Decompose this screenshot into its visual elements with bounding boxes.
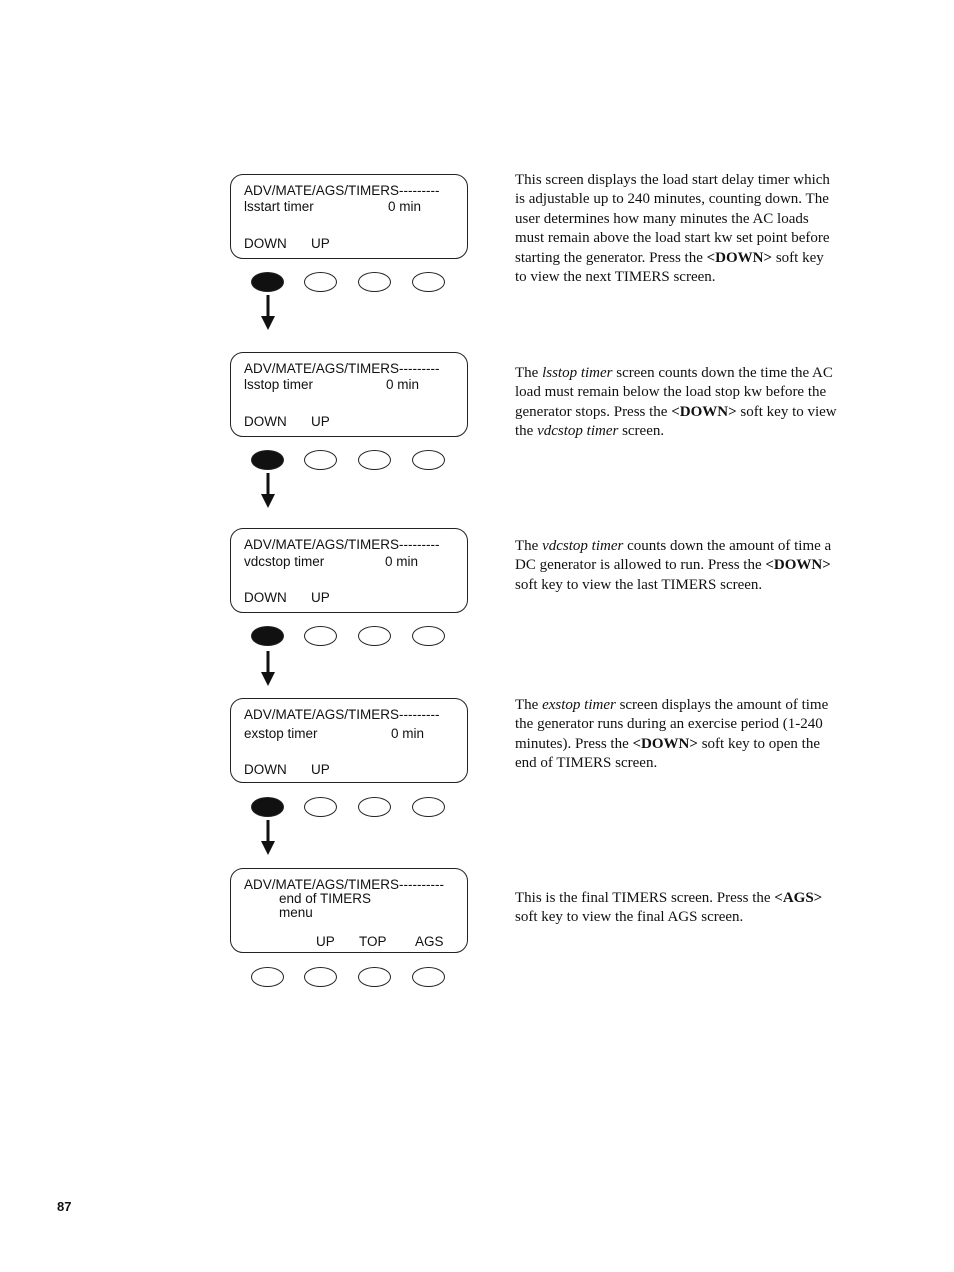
soft-key-3[interactable] bbox=[358, 797, 391, 817]
soft-key-2[interactable] bbox=[304, 450, 337, 470]
soft-keys bbox=[250, 967, 450, 991]
down-arrow-icon bbox=[258, 295, 278, 331]
description-text: screen displays the amount of time the generator runs during an exercise period (1-240 minutes). Press the bbox=[515, 697, 829, 752]
description-vdcstop-timer bbox=[515, 537, 837, 595]
softkey-label-up: UP bbox=[311, 762, 330, 777]
soft-key-2[interactable] bbox=[304, 797, 337, 817]
timer-value: 0 min bbox=[391, 726, 425, 741]
description-text: soft key to view the last TIMERS screen. bbox=[515, 576, 763, 593]
timer-name: exstop timer bbox=[244, 726, 318, 741]
description-text: soft key to view the bbox=[515, 403, 837, 440]
softkey-label-down: DOWN bbox=[244, 762, 287, 777]
lcd-header: ADV/MATE/AGS/TIMERS---------- bbox=[244, 877, 444, 892]
lcd-screen-vdcstop-timer bbox=[230, 528, 468, 613]
soft-key-3[interactable] bbox=[358, 450, 391, 470]
timer-name: lsstop timer bbox=[244, 377, 314, 392]
key-reference: <DOWN> bbox=[632, 735, 698, 752]
down-arrow-icon bbox=[258, 651, 278, 687]
key-reference: <DOWN> bbox=[671, 403, 737, 420]
soft-keys bbox=[250, 797, 450, 821]
down-arrow-icon bbox=[258, 473, 278, 509]
screen-name-reference: vdcstop timer bbox=[542, 538, 624, 554]
description-text: counts down the amount of time a DC generator is allowed to run. Press the bbox=[515, 538, 832, 574]
description-exstop-timer bbox=[515, 696, 837, 774]
description-end-of-timers bbox=[515, 889, 837, 928]
screen-name-reference: lsstop timer bbox=[542, 365, 613, 381]
softkey-label-ags: AGS bbox=[415, 934, 444, 949]
description-lsstop-timer bbox=[515, 364, 837, 442]
timer-value: 0 min bbox=[388, 199, 422, 214]
softkey-label-up: UP bbox=[311, 236, 330, 251]
soft-key-4[interactable] bbox=[412, 967, 445, 987]
soft-key-4[interactable] bbox=[412, 272, 445, 292]
lcd-header: ADV/MATE/AGS/TIMERS--------- bbox=[244, 707, 440, 722]
lcd-header: ADV/MATE/AGS/TIMERS--------- bbox=[244, 183, 440, 198]
soft-key-2[interactable] bbox=[304, 272, 337, 292]
description-text: The bbox=[515, 538, 543, 554]
timer-value: 0 min bbox=[386, 377, 420, 392]
description-lsstart-timer bbox=[515, 171, 837, 287]
softkey-label-up: UP bbox=[311, 590, 330, 605]
timer-name: vdcstop timer bbox=[244, 554, 325, 569]
description-text: soft key to open the end of TIMERS screen. bbox=[515, 735, 820, 772]
description-text: This screen displays the load start delay timer which is adjustable up to 240 minutes, counting down. The user determines how many minutes the AC loads must remain above the load start kw set point before starting the generator. Press the bbox=[515, 172, 830, 266]
softkey-label-down: DOWN bbox=[244, 236, 287, 251]
soft-key-1-pressed[interactable] bbox=[251, 626, 284, 646]
description-text: soft key to view the next TIMERS screen. bbox=[515, 249, 824, 286]
end-of-timers-label: end of TIMERS bbox=[279, 891, 372, 906]
soft-key-3[interactable] bbox=[358, 272, 391, 292]
lcd-screen-exstop-timer bbox=[230, 698, 468, 783]
down-arrow-icon bbox=[258, 820, 278, 856]
soft-keys bbox=[250, 450, 450, 474]
description-text: screen. bbox=[618, 423, 665, 440]
soft-key-4[interactable] bbox=[412, 450, 445, 470]
softkey-label-up: UP bbox=[316, 934, 335, 949]
lcd-header: ADV/MATE/AGS/TIMERS--------- bbox=[244, 361, 440, 376]
lcd-screen-lsstart-timer bbox=[230, 174, 468, 259]
screen-name-reference: exstop timer bbox=[542, 697, 616, 713]
key-reference: <AGS> bbox=[774, 890, 823, 906]
soft-key-1[interactable] bbox=[251, 967, 284, 987]
page-number: 87 bbox=[57, 1199, 72, 1214]
soft-key-1-pressed[interactable] bbox=[251, 797, 284, 817]
soft-keys bbox=[250, 272, 450, 296]
description-text: screen counts down the time the AC load must remain below the load stop kw before the generator stops. Press the bbox=[515, 365, 833, 420]
menu-label: menu bbox=[279, 905, 313, 920]
soft-key-1-pressed[interactable] bbox=[251, 450, 284, 470]
softkey-label-up: UP bbox=[311, 414, 330, 429]
soft-key-2[interactable] bbox=[304, 967, 337, 987]
soft-keys bbox=[250, 626, 450, 650]
key-reference: <DOWN> bbox=[706, 249, 773, 266]
soft-key-3[interactable] bbox=[358, 626, 391, 646]
soft-key-1-pressed[interactable] bbox=[251, 272, 284, 292]
soft-key-3[interactable] bbox=[358, 967, 391, 987]
soft-key-4[interactable] bbox=[412, 797, 445, 817]
key-reference: <DOWN> bbox=[765, 557, 831, 574]
screen-name-reference: vdcstop timer bbox=[537, 423, 619, 440]
softkey-label-down: DOWN bbox=[244, 414, 287, 429]
soft-key-2[interactable] bbox=[304, 626, 337, 646]
lcd-header: ADV/MATE/AGS/TIMERS--------- bbox=[244, 537, 440, 552]
description-text: soft key to view the final AGS screen. bbox=[515, 909, 744, 926]
timer-value: 0 min bbox=[385, 554, 419, 569]
description-text: The bbox=[515, 365, 543, 381]
lcd-screen-lsstop-timer bbox=[230, 352, 468, 437]
softkey-label-down: DOWN bbox=[244, 590, 287, 605]
timer-name: lsstart timer bbox=[244, 199, 314, 214]
description-text: This is the final TIMERS screen. Press the bbox=[515, 890, 775, 906]
softkey-label-top: TOP bbox=[359, 934, 387, 949]
soft-key-4[interactable] bbox=[412, 626, 445, 646]
description-text: The bbox=[515, 697, 543, 713]
lcd-screen-end-of-timers bbox=[230, 868, 468, 953]
